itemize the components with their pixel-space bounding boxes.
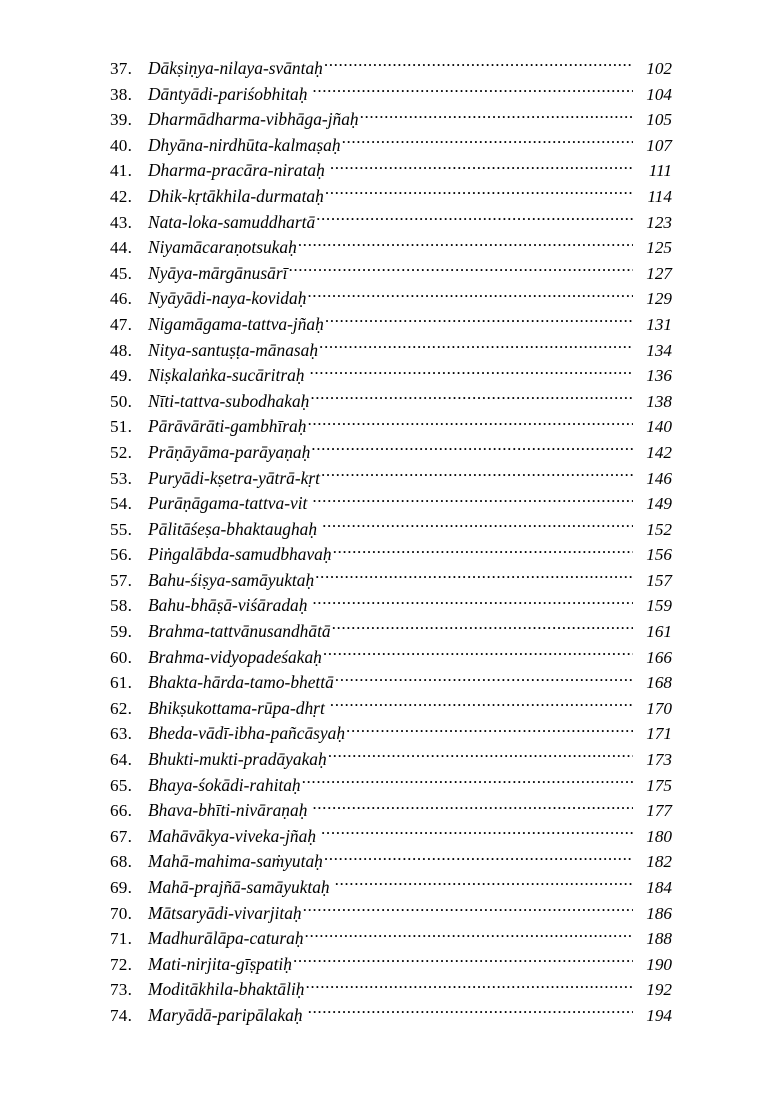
toc-entry-number: 67. [110, 826, 133, 846]
toc-entry[interactable] [110, 338, 672, 364]
toc-entry[interactable] [110, 696, 672, 722]
toc-entry[interactable] [110, 261, 672, 287]
toc-entry-number: 73. [110, 980, 133, 1000]
toc-entry-title[interactable]: Purāṇāgama-tattva-vit [148, 493, 308, 514]
toc-entry-page-number[interactable]: 190 [646, 954, 672, 974]
toc-entry-number: 69. [110, 878, 133, 897]
toc-dot-leader [324, 850, 633, 867]
toc-entry-title[interactable]: Moditākhila-bhaktāliḥ [148, 979, 305, 1000]
toc-entry-page-number[interactable]: 159 [646, 596, 672, 616]
toc-dot-leader [321, 825, 633, 842]
toc-entry-title[interactable]: Nata-loka-samuddhartā [148, 211, 316, 232]
toc-entry[interactable] [110, 721, 672, 747]
toc-entry-page-number[interactable]: 123 [646, 212, 672, 232]
toc-entry-page-number[interactable]: 140 [646, 417, 672, 437]
toc-entry-number: 59. [110, 622, 133, 642]
toc-entry-page-number[interactable]: 129 [646, 289, 672, 309]
toc-entry[interactable] [110, 389, 672, 415]
toc-entry-number: 58. [110, 596, 133, 616]
toc-entry-number: 51. [110, 417, 133, 437]
toc-entry-title[interactable]: Brahma-tattvānusandhātā [148, 621, 331, 642]
toc-entry-page-number[interactable]: 125 [646, 238, 672, 258]
toc-dot-leader [325, 313, 633, 330]
toc-entry-number: 72. [110, 954, 133, 974]
toc-entry[interactable] [110, 952, 672, 978]
toc-entry[interactable] [110, 875, 672, 901]
toc-entry-number: 74. [110, 1005, 133, 1025]
toc-entry-page-number[interactable]: 171 [646, 724, 672, 744]
toc-dot-leader [302, 773, 633, 790]
toc-entry-page-number[interactable]: 170 [646, 698, 672, 718]
toc-entry[interactable] [110, 210, 672, 236]
toc-entry[interactable] [110, 235, 672, 261]
toc-entry[interactable] [110, 824, 672, 850]
toc-entry[interactable] [110, 517, 672, 543]
toc-entry-title[interactable]: Bahu-bhāṣā-viśāradaḥ [148, 595, 308, 616]
toc-entry-title[interactable]: Mahāvākya-viveka-jñaḥ [148, 825, 317, 846]
toc-entry[interactable] [110, 56, 672, 82]
toc-entry-number: 42. [110, 186, 133, 206]
toc-entry[interactable] [110, 414, 672, 440]
toc-entry-number: 56. [110, 545, 133, 565]
toc-entry-number: 44. [110, 238, 133, 258]
toc-entry-number: 55. [110, 519, 133, 539]
toc-entry-title[interactable]: Dāntyādi-pariśobhitaḥ [148, 83, 308, 104]
toc-entry-page-number[interactable]: 156 [646, 545, 672, 565]
toc-entry-title[interactable]: Mati-nirjita-gīṣpatiḥ [148, 953, 292, 974]
toc-entry-page-number[interactable]: 104 [646, 84, 672, 104]
toc-dot-leader [335, 671, 633, 688]
toc-entry-title[interactable]: Bahu-śiṣya-samāyuktaḥ [148, 569, 315, 590]
toc-entry-number: 53. [110, 468, 133, 488]
toc-entry-page-number[interactable]: 168 [646, 673, 672, 693]
toc-entry-title[interactable]: Bhakta-hārda-tamo-bhettā [148, 672, 334, 693]
toc-entry-page-number[interactable]: 157 [646, 570, 672, 590]
toc-entry[interactable] [110, 849, 672, 875]
toc-entry-number: 65. [110, 775, 133, 795]
toc-entry-page-number[interactable]: 131 [646, 314, 672, 334]
toc-entry-page-number[interactable]: 184 [646, 878, 672, 897]
toc-entry[interactable] [110, 491, 672, 517]
toc-entry-number: 37. [110, 59, 133, 78]
toc-entry-page-number[interactable]: 180 [646, 826, 672, 846]
toc-entry-page-number[interactable]: 105 [646, 110, 672, 130]
toc-entry-title[interactable]: Bhikṣukottama-rūpa-dhṛt [148, 697, 325, 718]
toc-entry-page-number[interactable]: 177 [646, 801, 672, 821]
toc-entry-number: 66. [110, 801, 133, 821]
toc-dot-leader [319, 338, 633, 355]
toc-entry[interactable] [110, 593, 672, 619]
toc-dot-leader [310, 390, 633, 407]
toc-dot-leader [316, 210, 633, 227]
toc-entry[interactable] [110, 568, 672, 594]
toc-entry-title[interactable]: Dākṣiṇya-nilaya-svāntaḥ [148, 58, 323, 78]
toc-entry-title[interactable]: Pālitāśeṣa-bhaktaughaḥ [148, 518, 318, 539]
toc-entry-page-number[interactable]: 146 [646, 468, 672, 488]
toc-entry-page-number[interactable]: 182 [646, 852, 672, 872]
toc-entry[interactable] [110, 1003, 672, 1029]
toc-entry[interactable] [110, 363, 672, 389]
toc-entry-title[interactable]: Nīti-tattva-subodhakaḥ [148, 390, 310, 411]
toc-entry-title[interactable]: Puryādi-kṣetra-yātrā-kṛt [148, 467, 320, 488]
toc-dot-leader [315, 569, 633, 586]
toc-entry-title[interactable]: Niyamācaraṇotsukaḥ [148, 237, 297, 258]
toc-entry-page-number[interactable]: 194 [646, 1005, 672, 1025]
toc-entry-number: 45. [110, 263, 133, 283]
toc-entry-page-number[interactable]: 175 [646, 775, 672, 795]
toc-entry-title[interactable]: Mātsaryādi-vivarjitaḥ [148, 902, 302, 923]
toc-entry[interactable] [110, 645, 672, 671]
toc-entry-page-number[interactable]: 149 [646, 494, 672, 514]
toc-entry-title[interactable]: Bhava-bhīti-nivāraṇaḥ [148, 800, 308, 821]
toc-entry[interactable] [110, 747, 672, 773]
toc-dot-leader [323, 645, 633, 662]
toc-dot-leader [360, 108, 633, 125]
toc-entry-page-number[interactable]: 107 [646, 135, 672, 155]
toc-dot-leader [325, 185, 633, 202]
toc-entry-number: 71. [110, 929, 133, 949]
toc-entry[interactable] [110, 466, 672, 492]
table-of-contents-list [110, 56, 672, 1029]
toc-entry-title[interactable]: Nigamāgama-tattva-jñaḥ [148, 313, 324, 334]
toc-entry-title[interactable]: Prāṇāyāma-parāyaṇaḥ [148, 441, 311, 462]
toc-entry[interactable] [110, 977, 672, 1003]
toc-entry-page-number[interactable]: 186 [646, 903, 672, 923]
toc-entry-title[interactable]: Dharmādharma-vibhāga-jñaḥ [148, 109, 359, 130]
toc-entry[interactable] [110, 286, 672, 312]
toc-entry-number: 64. [110, 750, 133, 770]
toc-entry-number: 48. [110, 340, 133, 360]
toc-entry-number: 41. [110, 161, 133, 181]
toc-entry-title[interactable]: Pārāvārāti-gambhīraḥ [148, 416, 307, 437]
toc-entry-page-number[interactable]: 134 [646, 340, 672, 360]
toc-entry[interactable] [110, 133, 672, 159]
toc-entry[interactable] [110, 542, 672, 568]
toc-entry-title[interactable]: Bheda-vādī-ibha-pañcāsyaḥ [148, 723, 346, 744]
toc-entry-number: 43. [110, 212, 133, 232]
toc-entry-title[interactable]: Bhukti-mukti-pradāyakaḥ [148, 749, 327, 770]
toc-entry[interactable] [110, 670, 672, 696]
toc-entry-number: 68. [110, 852, 133, 872]
toc-entry-number: 63. [110, 724, 133, 744]
toc-dot-leader [312, 799, 633, 816]
toc-dot-leader [293, 953, 633, 970]
toc-entry-title[interactable]: Dharma-pracāra-nirataḥ [148, 160, 325, 181]
toc-entry[interactable] [110, 440, 672, 466]
toc-entry-title[interactable]: Bhaya-śokādi-rahitaḥ [148, 774, 301, 795]
toc-entry-page-number[interactable]: 161 [646, 622, 672, 642]
toc-entry-title[interactable]: Dhik-kṛtākhila-durmataḥ [148, 185, 324, 206]
toc-dot-leader [342, 134, 633, 151]
toc-entry-title[interactable]: Madhurālāpa-caturaḥ [148, 928, 304, 949]
toc-entry-title[interactable]: Brahma-vidyopadeśakaḥ [148, 646, 322, 667]
toc-entry-page-number[interactable]: 192 [646, 980, 672, 1000]
toc-entry[interactable] [110, 184, 672, 210]
toc-entry-number: 62. [110, 698, 133, 718]
toc-dot-leader [310, 364, 633, 381]
toc-entry-page-number[interactable]: 166 [646, 647, 672, 667]
toc-dot-leader [328, 748, 633, 765]
toc-entry-title[interactable]: Mahā-prajñā-samāyuktaḥ [148, 877, 330, 897]
toc-dot-leader [298, 236, 633, 253]
toc-entry-number: 50. [110, 391, 133, 411]
toc-dot-leader [335, 876, 633, 893]
toc-dot-leader [312, 82, 633, 99]
toc-entry-page-number[interactable]: 102 [646, 59, 672, 78]
toc-entry-number: 49. [110, 366, 133, 386]
toc-dot-leader [330, 697, 633, 714]
toc-dot-leader [322, 518, 633, 535]
toc-entry-page-number[interactable]: 111 [648, 161, 672, 181]
toc-entry-title[interactable]: Nyāyādi-naya-kovidaḥ [148, 288, 307, 309]
toc-entry-page-number[interactable]: 173 [646, 750, 672, 770]
toc-dot-leader [312, 492, 633, 509]
toc-entry[interactable] [110, 312, 672, 338]
toc-entry-number: 39. [110, 110, 133, 130]
toc-dot-leader [306, 978, 634, 995]
toc-dot-leader [332, 620, 633, 637]
toc-dot-leader [346, 722, 633, 739]
toc-entry[interactable] [110, 619, 672, 645]
toc-entry-number: 57. [110, 570, 133, 590]
toc-dot-leader [324, 57, 633, 74]
toc-dot-leader [333, 543, 633, 560]
toc-entry-title[interactable]: Maryādā-paripālakaḥ [148, 1004, 303, 1025]
toc-entry-page-number[interactable]: 114 [647, 186, 672, 206]
toc-dot-leader [303, 901, 633, 918]
toc-dot-leader [288, 262, 633, 279]
toc-dot-leader [307, 415, 633, 432]
toc-entry-number: 47. [110, 314, 133, 334]
toc-dot-leader [312, 594, 633, 611]
toc-entry-number: 40. [110, 135, 133, 155]
toc-entry[interactable] [110, 773, 672, 799]
toc-entry-title[interactable]: Mahā-mahima-saṁyutaḥ [148, 851, 323, 872]
toc-entry-page-number[interactable]: 127 [646, 263, 672, 283]
toc-entry-title[interactable]: Nyāya-mārgānusārī [148, 262, 288, 283]
toc-entry[interactable] [110, 82, 672, 108]
toc-entry-page-number[interactable]: 152 [646, 519, 672, 539]
toc-entry-page-number[interactable]: 138 [646, 391, 672, 411]
toc-entry-title[interactable]: Nitya-santuṣṭa-mānasaḥ [148, 339, 319, 360]
toc-entry-page-number[interactable]: 188 [646, 929, 672, 949]
toc-entry-number: 60. [110, 647, 133, 667]
toc-dot-leader [311, 441, 633, 458]
toc-dot-leader [305, 927, 633, 944]
toc-entry-page-number[interactable]: 136 [646, 366, 672, 386]
toc-entry-number: 54. [110, 494, 133, 514]
toc-entry-number: 38. [110, 84, 133, 104]
toc-entry[interactable] [110, 901, 672, 927]
toc-entry-number: 52. [110, 442, 133, 462]
toc-entry-page-number[interactable]: 142 [646, 442, 672, 462]
toc-entry-title[interactable]: Niṣkalaṅka-sucāritraḥ [148, 365, 305, 386]
toc-dot-leader [321, 466, 633, 483]
toc-entry[interactable] [110, 158, 672, 184]
toc-entry[interactable] [110, 798, 672, 824]
toc-dot-leader [308, 1004, 633, 1021]
toc-entry-number: 70. [110, 903, 133, 923]
toc-entry[interactable] [110, 926, 672, 952]
toc-entry-number: 46. [110, 289, 133, 309]
toc-entry-title[interactable]: Piṅgalābda-samudbhavaḥ [148, 544, 332, 565]
toc-dot-leader [330, 159, 633, 176]
toc-entry-title[interactable]: Dhyāna-nirdhūta-kalmaṣaḥ [148, 134, 341, 155]
toc-entry-number: 61. [110, 673, 133, 693]
toc-entry[interactable] [110, 107, 672, 133]
toc-dot-leader [307, 287, 633, 304]
